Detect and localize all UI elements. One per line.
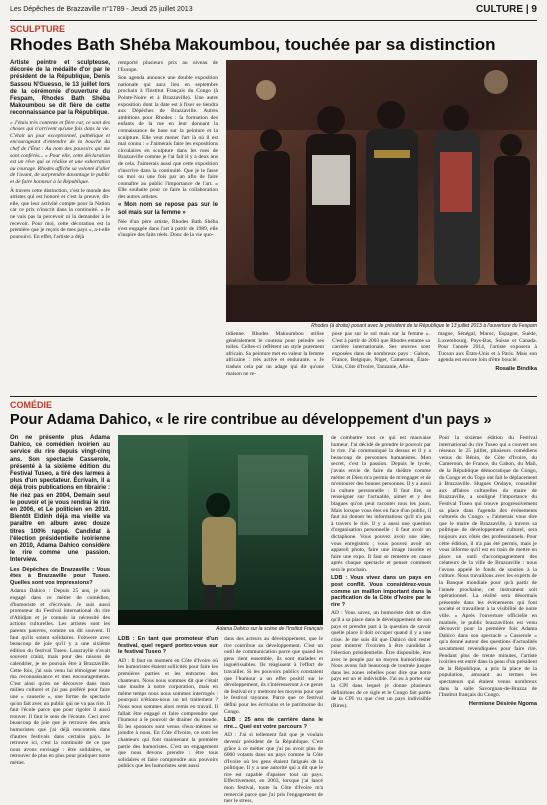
article2-col5-text: Pour la sixième édition du Festival international du rire Tuseo qui a couvert ses réseaux le 25 juillet, plusieurs comédiens venus du Bénin, de Côte d'Ivoire, du Cameroun, de France, du Gabon, du Mali, de la République démocratique du Congo, du Congo et du Togo ont fait le déplacement à Brazzaville. Hugues Ondaye, conseiller aux affaires culturelles du maire de Brazzaville, a souligné l'importance du Festival Tuseo qui trouve progressivement sa place dans l'agenda des événements culturels du Congo. « J'aimerais vous dire que le maire de Brazzaville, à travers sa politique de développement culturel, sera toujours aux côtés des professionnels. Pour cette édition, il n'a pas été permis, mais je vous informe qu'il est en train de mettre en place un outil d'accompagnement des créateurs de la ville de Brazzaville : nous l'avons appelé le fonds de soutien à la culture. Nous travaillons avec les experts de la Banque mondiale pour qu'à partir de l'année prochaine, cet instrument soit opérationnel. La réalité sera désormais présentée dans les événements qui font société et travaillent à la visibilité de notre ville. » Après l'ouverture officielle en matinée, le public brazzavillois est venu découvrir pour la première fois Adama Dahico dans son spectacle « Casserole » qu'a donné autour des questions d'actualités savamment revendiquées pour faire rire. Pendant plus de trente minutes, l'artiste ivoirien est entré dans la peau d'un président de la République, a pris la place de la population, amusant au termes les spectateurs qui étaient venus nombreux dans la salle Savorgnan-de-Brazza de l'Institut français du Congo. (439, 435, 537, 699)
article1-tag: SCULPTURE (10, 24, 66, 34)
article2-signature: Hermione Désirée Ngoma (468, 700, 537, 707)
article2-col4 (331, 435, 431, 795)
article1-col3-text: tidienne. Rhodes Makoumbou utilise généralement le couteau pour peindre ses toiles. Celles-ci reflètent un style purement africain. Sa peinture met en valeur la femme africaine : très active et endurante. « Je traduis cela par un adage qui dit qu'une maison ne re- (226, 331, 324, 377)
article2-a4: AD : Vous savez, un humoriste doit se dire qu'il a sa place dans le développement de son pays et prendre part à la question de savoir quelle place il doit occuper quand il y a une crise. Je me suis dit que Dahico doit rester pour montrer l'ivoirien à être candidat à l'élection présidentielle. Être disponible, être avec le peuple par un moyen humoristique. Nous avons fait beaucoup de tournée jusque dans les zones rebelles pour dire que notre pays est un et indivisible. J'ai eu à porter sur la CPI dans lequel je donne plusieurs définitions de ce sigle et le Congo fait partie de la CPI vu que c'est un pays indivisible (Rires). (331, 610, 431, 709)
article2-col5 (439, 435, 537, 795)
article2-q3: LDB : 25 ans de carrière dans le rire... Quel est votre parcours ? (224, 717, 323, 730)
photo-stage-illustration (118, 435, 323, 625)
article2-photo-caption: Adama Dahico sur la scène de l'Institut Français (216, 626, 323, 632)
article2-a1: Adama Dahico : Depuis 25 ans, je suis engagé dans ce métier de comédien, d'humoriste et d'écrivain. Je suis aussi promoteur du Festival international du rire d'Abidjan et je connais la nécessité des actions culturelles. Les artistes sont les parents pauvres, comme on dit souvent. Il faut qu'ils soient solidaires. Fobwere avec beaucoup de joie qu'il y a une sixième édition du festival Tuseo. Lauzraylie n'avait souvent craint, mais pour des raisons de calendrier, je ne pouvais être à Brazzaville. Cette fois, j'ai suis venu lui témoigner toute ma reconnaissance et mes encouragements. C'est ainsi qu'en ne découvre dans mon milieu culturel et j'ai pas préféré pour faire une « causerie », une forme de spectacle qu'on fait avec un public qui ne va pas rire. Il faut l'école parce que pour rigoler il aussi trouver. Il faut le sens de l'écoute. Ceci avec beaucoup de joie que je retrouve des amis humoristes que j'ai déjà rencontrés dans d'autres festivals dans certains pays. Je retrouve ici, c'est la continuité de ce que nous avons envisagé : être solidaires, se retrouver de plus en plus pour pratiquer notre métier. (10, 588, 110, 766)
article2-photo (118, 435, 323, 625)
article2-q2: LDB : En tant que promoteur d'un festival, quel regard portez-vous sur le festival Tuseo ? (118, 636, 218, 656)
article2-q4: LDB : Vous vivez dans un pays en post conflit. Vous considérez-vous comme un maillon important dans la pacification de la Côte d'Ivoire par le rire ? (331, 575, 431, 608)
article2-headline: Pour Adama Dahico, « le rire contribue au développement d'un pays » (10, 412, 492, 428)
page-header (10, 4, 537, 18)
article2-a3: AD : J'ai si tellement fait que je voulais devenir président de la République. C'est grâce à ce métier que j'ai pu avoir plus de 6000 votants dans un pays comme la Côte d'Ivoire où les gens étaient fatigués de la politique. Il y a une autorité qui a dit que le rire est capable d'apaiser tout un pays. Effectivement, en 2003, lorsque j'ai lancé mon festival, toute la Côte d'Ivoire m'a remercié parce que j'ai pris l'engagement de tuer le stress, (224, 732, 323, 805)
article2-a2: AD : Il faut un moment en Côte d'Ivoire où les humoristes étaient sollicités pour faire les premières parties et les entractes des chanteurs. Nous nous sommes dit que c'était une insulte à notre corporation, mais en même temps nous nous sommes interrogés : pourquoi n'étions-nous un tel traitement ? Nous nous sommes alors remis en travail. Il fallait être engagé et faire comprendre que l'humour a le pouvoir de drainer du monde. Et les sponsors sont venus d'eux-mêmes se joindre à nous. En Côte d'Ivoire, ce sont les chanteurs qui font maintenant la première partie des humoristes. C'est un engagement que nous devons prendre : être tous solidaires et faire comprendre aux pouvoirs publics que les humoristes sont aussi (118, 657, 218, 770)
article1-signature: Rosalie Bindika (495, 365, 537, 372)
article2-q1: Les Dépêches de Brazzaville : Vous êtes à Brazzaville pour Tuseo. Quelles sont vos impressions? (10, 566, 110, 586)
article2-col3-text: dans des acteurs au développement, que le rire contribue au développement. C'est un outil de communication parce que quand les gens rient ensemble, ils sont malades et inguérissables. Ils réagissent à l'effort de travailler. Si les pouvoirs publics constatent que l'humour a un effet positif sur le développement, ils s'intéresseront à ce genre de festival et y mettront les moyens pour que le festival rayonne. Parce que ce festival défini pour les écrivains et le patrimoine du Congo. (224, 636, 323, 715)
section-page-number: CULTURE | 9 (476, 4, 537, 15)
masthead: Les Dépêches de Brazzaville n°1789 - Jeudi 25 juillet 2013 (10, 6, 193, 13)
article1-col1-p2: À travers cette distinction, c'est le monde des artistes qui est honoré et c'est la preuve, dit-elle, que leur activité compte pour la Nation car ce prix n'inscrit dans la continuité. « Je ne vais pas la percevoir ni la demander à le recevoir. Pour moi, cette décoration est la première que je reçois de mes pays », a-t-elle poursuivi. En effet, l'artiste a déjà (10, 187, 110, 240)
article1-lead: Artiste peintre et sculpteuse, décorée de la médaille d'or par le président de la République, Denis Sassou N'Guesso, le 13 juillet lors de la cérémonie d'ouverture du Fespam, Rhodes Bath Shéba Makoumbou se dit fière de cette reconnaissance par la République. (10, 60, 110, 117)
article1-col1 (10, 60, 110, 390)
article1-col2-p2: Son agenda annonce une double exposition nationale qui aura lieu en septembre prochain à l'Institut Français du Congo (à Pointe-Noire et à Brazzaville). Une autre exposition dont la date est à fixer se tiendra aux Dépêches de Brazzaville. Autres ambitions pour Rhodes : la formation des enfants de la rue en leur donnant la connaissance de base sur la peinture et la sculpture. Elle veut mener l'art là où il est mal connu : « J'aimerais faire les expositions circulaires en sculpture dans les rues de Brazzaville comme je l'ai fait il y a deux ans de cela. J'aimerais aussi que cette exposition s'inscrive dans la continuité. Que je le fasse ou moi ou une fois par an afin de faire connaître au public l'importance de l'art. » Elle souhaite pour ce faire la collaboration des autres artistes. (118, 75, 218, 200)
article1-photo-caption: Rhodes (à droite) posant avec le président de la République le 13 juillet 2013 à l'ouverture du Fespam (311, 323, 537, 329)
article1-col3 (226, 331, 324, 393)
article1-col4-text: pose pas sur le sol mais sur la femme ». C'est à partir de 2003 que Rhodes entame sa carrière internationale. Ses œuvres sont exposées dans de nombreux pays : Gabon, France, Belgique, Niger, Cameroun, États-Unis, Côte d'Ivoire, Tanzanie, Alle- (332, 331, 430, 370)
article2-col1 (10, 435, 110, 795)
article1-col2 (118, 60, 218, 390)
article2-lead: On ne présente plus Adama Dahico, ce comédien ivoirien au service du rire depuis vingt-cinq ans. Son spectacle Casserole, présenté à la sixième édition du Festival Tuseo, a tiré des larmes à plus d'un spectateur. Écrivain, il a déjà trois publications en librairie : Ne riez pas en 2004, Demain seul le pouvoir et je vous rendrai le rire en 2006, et Le politicien en 2010. Bientôt Eldinh déjà ma vieille va paraître en album avec douze titres 100% rappé. Candidat à l'élection présidentielle ivoirienne en 2010, Adama Dahico considère le rire comme une passion. Interview. (10, 435, 110, 564)
photo-ceremony-illustration (226, 60, 537, 322)
article1-col5 (438, 331, 537, 393)
article1-col4 (332, 331, 430, 393)
article1-col2-p1: remporté plusieurs prix au niveau de l'Europe. (118, 60, 218, 73)
article2-tag: COMÉDIE (10, 400, 53, 410)
article1-photo (226, 60, 537, 322)
article-divider (10, 396, 537, 397)
article1-col1-p1: « J'étais très contente et fière car, ce sont des choses qui n'arrivent qu'une fois dans la vie. C'était un jour exceptionnel, pathétique et encourageant d'entendre de la bouche du chef de l'État : Au nom des pouvoirs qui me sont conférés... » Pour elle, cette déclaration est un rêve qui se réalise et une exhortation au courage. Rhodes affiche sa volonté d'aller de l'avant, de surprendre davantage le public et de faire honneur à la République. (10, 119, 110, 185)
article1-pull-quote: « Mon nom se repose pas sur le sol mais sur la femme » (118, 202, 218, 216)
article1-col5-text: magne, Sénégal, Maroc, Espagne, Suède, Luxembourg, Pays-Bas, Suisse et Canada. Pour l'année 2014, l'artiste exposera à Tucson aux États-Unis et à Paris. Mais son agenda est encore loin d'être bouclé. (438, 331, 537, 364)
article1-headline: Rhodes Bath Shéba Makoumbou, touchée par sa distinction (10, 35, 496, 54)
header-rule (10, 20, 537, 21)
article1-col2-tail: Née d'un père artiste, Rhodes Bath Shéba s'est engagée dans l'art à partir de 1989, elle s'inspire des faits réels. Donc de la vie quo- (118, 219, 218, 239)
article2-col3 (224, 636, 323, 805)
article2-col2 (118, 636, 218, 796)
article2-col4-text: de combattre tout ce qui est mauvaise humeur. J'ai décidé de prendre le pouvoir par le rire. J'ai communiqué la dessus et il y a beaucoup de personnes humanistes. Mon secret, c'est la passion. Depuis le lycée, j'avais envie de faire du théâtre comme métier et Dieu m'a permis de m'engager et de m'entourer des bonnes personnes. Il y a aussi la culture personnelle : Il faut lire, se renseigner sur l'actualité, aimer et y des blagues qu'on peut raconter tous les jours. Mais lorsque vous êtes en face d'un public, il faut lui donner les informations qu'il n'a pas à travers le rire. Il y a aussi une question d'organisation personnelle : il faut avoir un dictaphone. Vous pouvez avoir une idée, vous enregistrez ; vous pouvez avoir un appareil photo, faire une image insolite et faire une expo. Il faut se remettre en cause après chaque spectacle et penser comment sera le prochain. (331, 435, 431, 573)
